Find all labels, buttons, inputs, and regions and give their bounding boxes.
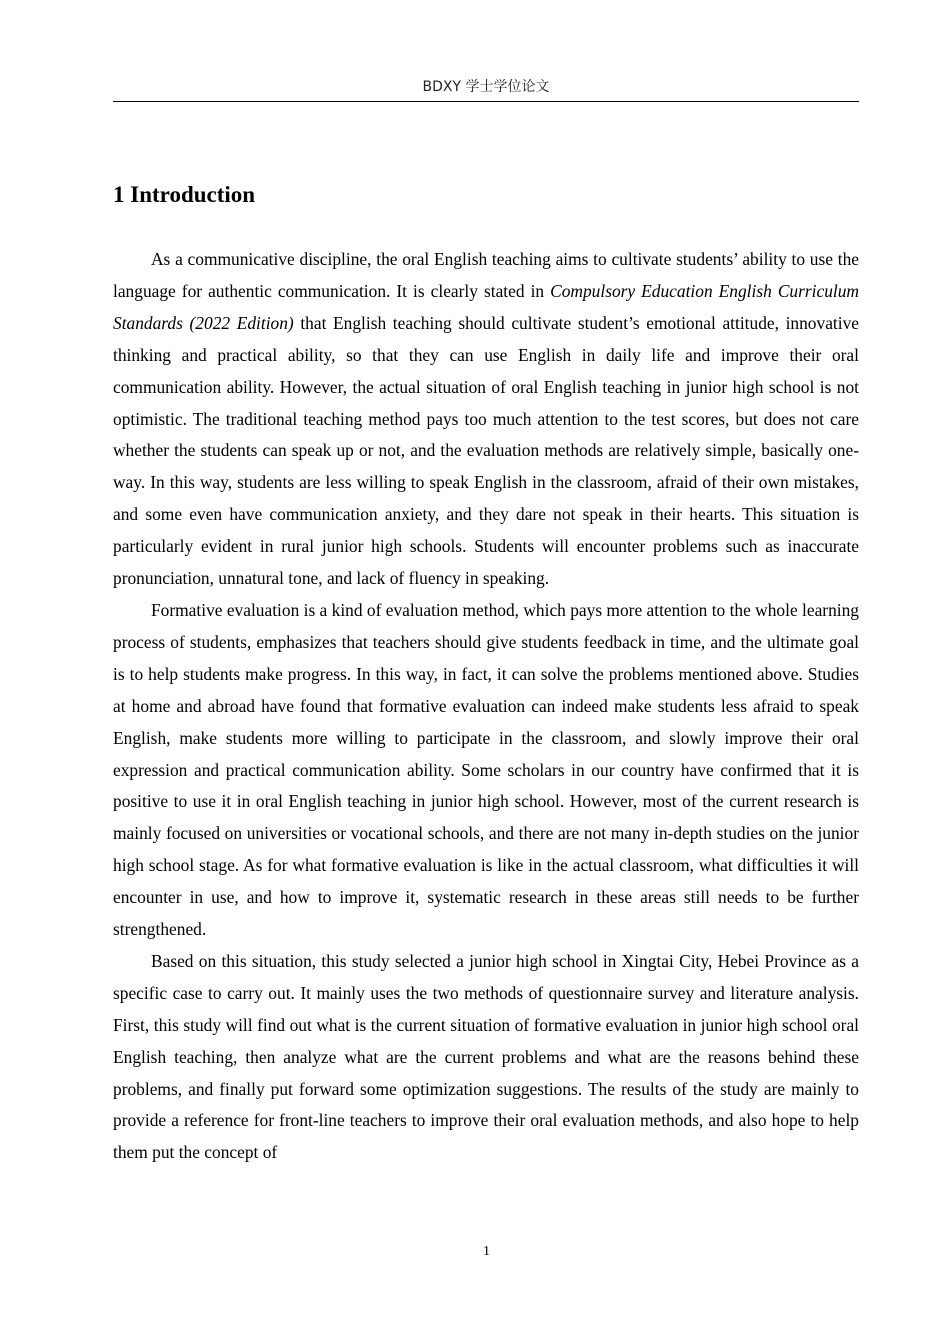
page-number: 1 — [483, 1244, 490, 1259]
running-header-text: BDXY 学士学位论文 — [422, 79, 550, 95]
curriculum-standards-title: Compulsory Education English Curriculum Standards (2022 Edition) — [113, 280, 859, 333]
paragraph-3: Based on this situation, this study selected a junior high school in Xingtai City, Hebei Province as a specific case to carry out. It mainly uses the two methods of questionnaire survey and literature analysis. First, this study will find out what is the current situation of formative evaluation in junior high school oral English teaching, then analyze what are the current problems and what are the reasons behind these problems, and finally put forward some optimization suggestions. The results of the study are mainly to provide a reference for front-line teachers to improve their oral evaluation methods, and also hope to help them put the concept of — [113, 950, 859, 1163]
chapter-title: 1 Introduction — [113, 182, 256, 207]
running-header — [113, 77, 859, 102]
body-text — [113, 244, 859, 1169]
paragraph-1-text-end: that English teaching should cultivate student’s emotional attitude, innovative thinking and practical ability, so that they can use English in daily life and improve their oral communication ability. However, the actual situation of oral English teaching in junior high school is not optimistic. The traditional teaching method pays too much attention to the test scores, but does not care whether the students can speak up or not, and the evaluation methods are relatively simple, basically one-way. In this way, students are less willing to speak English in the classroom, afraid of their own mistakes, and some even have communication anxiety, and they dare not speak in their hearts. This situation is particularly evident in rural junior high schools. Students will encounter problems such as inaccurate pronunciation, unnatural tone, and lack of fluency in speaking. — [113, 312, 859, 589]
paragraph-2: Formative evaluation is a kind of evaluation method, which pays more attention to the whole learning process of students, emphasizes that teachers should give students feedback in time, and the ultimate goal is to help students make progress. In this way, in fact, it can solve the problems mentioned above. Studies at home and abroad have found that formative evaluation can indeed make students less afraid to speak English, make students more willing to participate in the classroom, and slowly improve their oral expression and practical communication ability. Some scholars in our country have confirmed that it is positive to use it in oral English teaching in junior high school. However, most of the current research is mainly focused on universities or vocational schools, and there are not many in-depth studies on the junior high school stage. As for what formative evaluation is like in the actual classroom, what difficulties it will encounter in use, and how to improve it, systematic research in these areas still needs to be further strengthened. — [113, 599, 860, 940]
paragraph-1 — [113, 244, 859, 595]
paragraph-1-text-start: As a communicative discipline, the oral English teaching aims to cultivate students’ ability to use the language for authentic communication. It is clearly stated in — [113, 249, 859, 301]
